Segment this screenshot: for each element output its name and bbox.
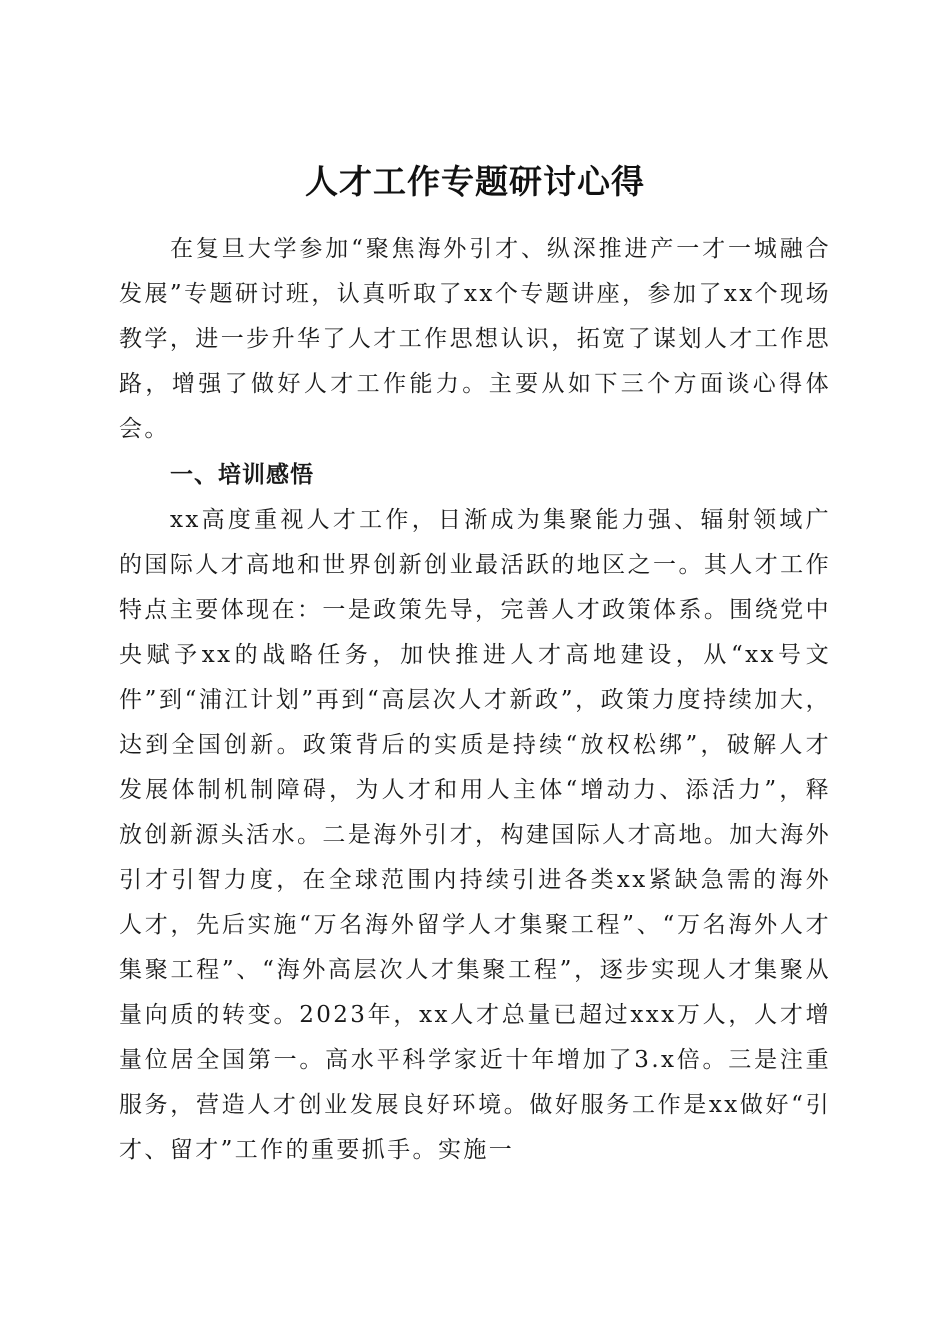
- section-paragraph: xx高度重视人才工作，日渐成为集聚能力强、辐射领域广的国际人才高地和世界创新创业最活跃的地区之一。其人才工作特点主要体现在：一是政策先导，完善人才政策体系。围绕党中央赋予xx的战略任务，加快推进人才高地建设，从“xx号文件”到“浦江计划”再到“高层次人才新政”，政策力度持续加大，达到全国创新。政策背后的实质是持续“放权松绑”，破解人才发展体制机制障碍，为人才和用人主体“增动力、添活力”，释放创新源头活水。二是海外引才，构建国际人才高地。加大海外引才引智力度，在全球范围内持续引进各类xx紧缺急需的海外人才，先后实施“万名海外留学人才集聚工程”、“万名海外人才集聚工程”、“海外高层次人才集聚工程”，逐步实现人才集聚从量向质的转变。2023年，xx人才总量已超过xxx万人，人才增量位居全国第一。高水平科学家近十年增加了3.x倍。三是注重服务，营造人才创业发展良好环境。做好服务工作是xx做好“引才、留才”工作的重要抓手。实施一: [119, 507, 831, 1163]
- document-title: 人才工作专题研讨心得: [305, 162, 645, 202]
- intro-paragraph: 在复旦大学参加“聚焦海外引才、纵深推进产一才一城融合发展”专题研讨班，认真听取了xx个专题讲座，参加了xx个现场教学，进一步升华了人才工作思想认识，拓宽了谋划人才工作思路，增强了做好人才工作能力。主要从如下三个方面谈心得体会。: [119, 236, 831, 442]
- section-heading: 一、培训感悟: [170, 462, 314, 488]
